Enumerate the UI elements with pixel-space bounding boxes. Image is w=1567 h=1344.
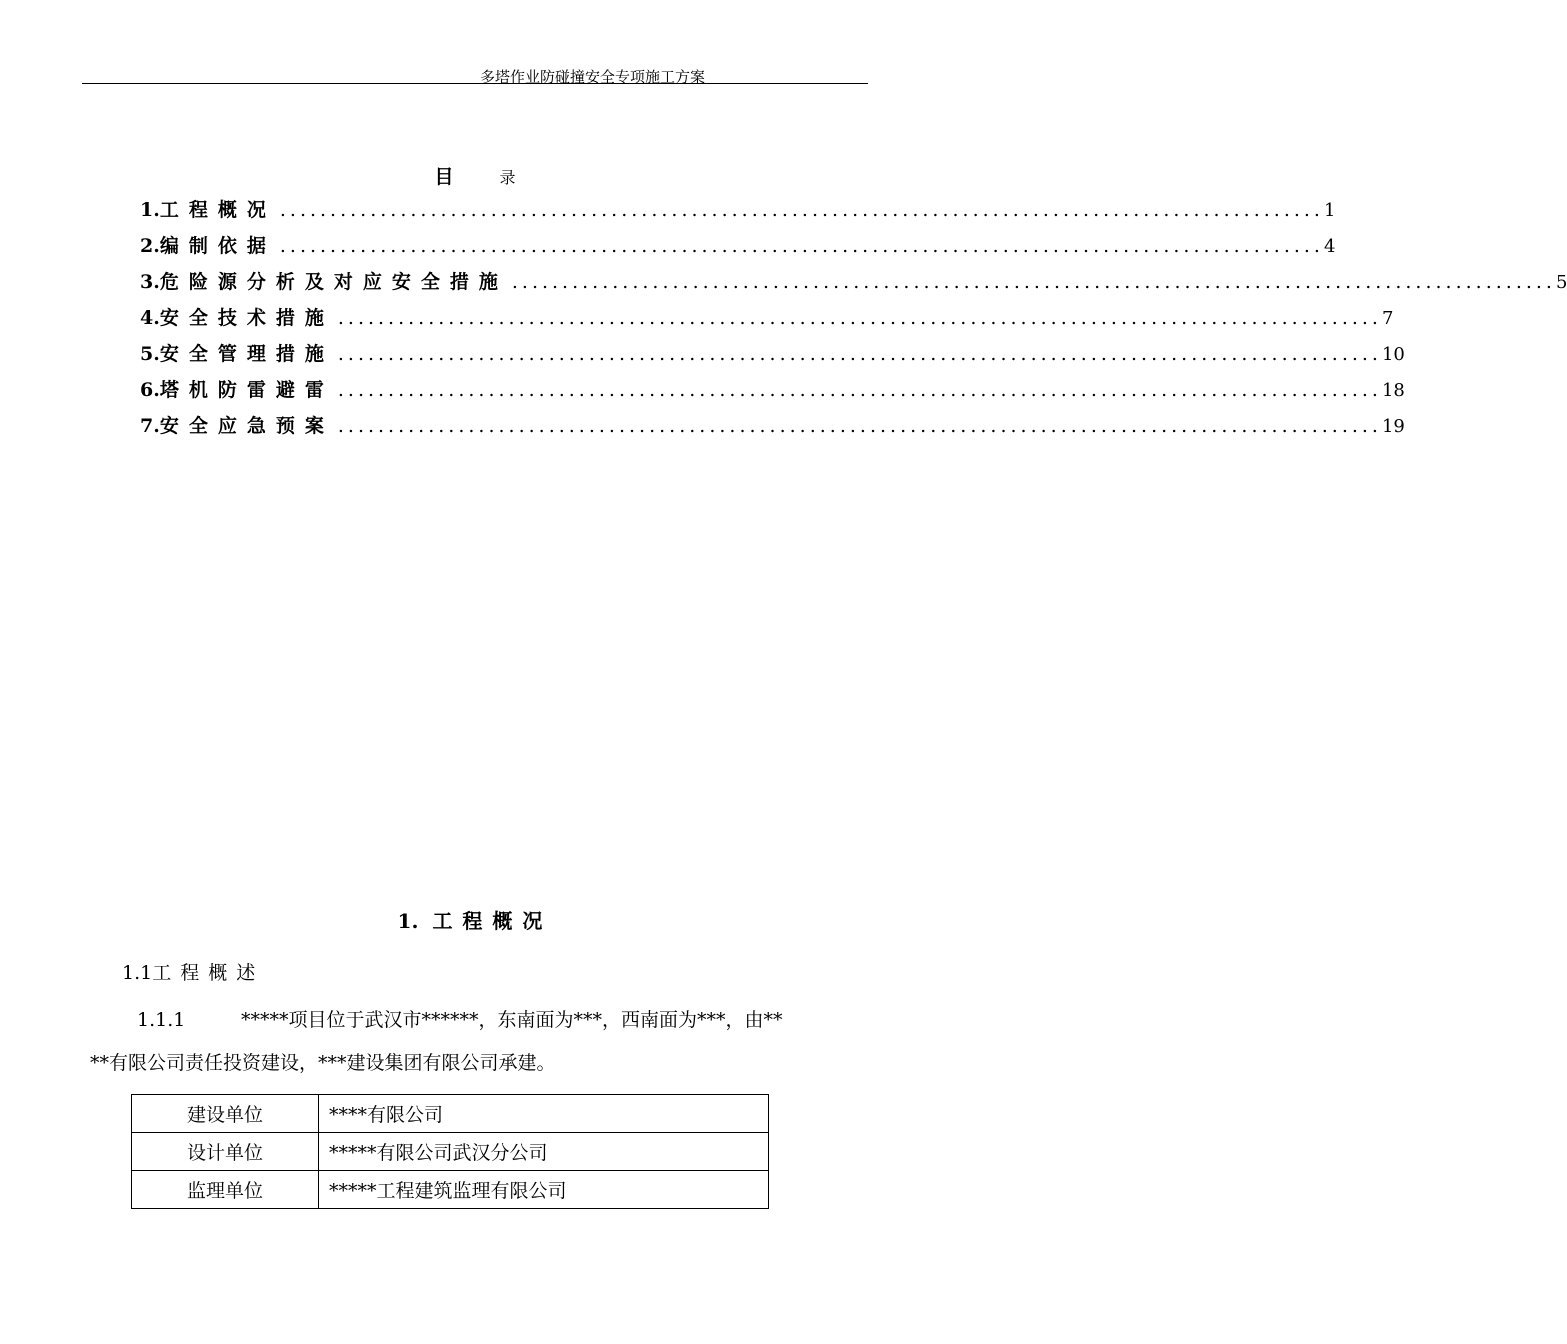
toc-entry-6[interactable] (140, 375, 1405, 405)
toc-entry-5[interactable] (140, 339, 1405, 369)
project-units-table (131, 1094, 769, 1209)
toc-entry-label: 安全技术措施 (159, 307, 334, 329)
table-value-cell: ****有限公司 (319, 1095, 769, 1133)
page-header-title: 多塔作业防碰撞安全专项施工方案 (480, 68, 706, 86)
paragraph-number: 1.1.1 (137, 1009, 186, 1031)
toc-entry-page: 10 (1381, 344, 1405, 365)
toc-entry-label: 塔机防雷避雷 (159, 379, 334, 401)
subsection-title: 工程概述 (152, 962, 265, 984)
table-key-cell: 监理单位 (132, 1171, 319, 1209)
toc-entry-number: 6. (140, 379, 160, 401)
toc-entry-label: 安全管理措施 (159, 343, 334, 365)
table-value-cell: *****有限公司武汉分公司 (319, 1133, 769, 1171)
toc-entry-label: 工程概况 (159, 199, 276, 221)
paragraph-text-2: **有限公司责任投资建设，***建设集团有限公司承建。 (90, 1052, 556, 1074)
toc-entry-page: 7 (1381, 308, 1394, 329)
toc-entry-number: 1. (140, 199, 160, 221)
table-row (132, 1171, 769, 1209)
toc-entry-3[interactable] (140, 267, 1567, 297)
toc-leader-dots: ........................................................................................................ (279, 235, 1324, 257)
table-key-cell: 设计单位 (132, 1133, 319, 1171)
toc-entry-1[interactable] (140, 195, 1336, 225)
toc-entry-page: 4 (1323, 236, 1336, 257)
toc-entry-page: 18 (1381, 380, 1405, 401)
toc-leader-dots: ........................................................................................................ (279, 199, 1324, 221)
toc-entry-7[interactable] (140, 411, 1405, 441)
toc-entry-number: 5. (140, 343, 160, 365)
toc-entry-4[interactable] (140, 303, 1394, 333)
toc-title-part2: 录 (499, 168, 516, 187)
toc-entry-number: 4. (140, 307, 160, 329)
toc-entry-2[interactable] (140, 231, 1336, 261)
section-number: 1. (397, 909, 419, 933)
subsection-number: 1.1 (122, 962, 153, 984)
section-heading (0, 905, 950, 934)
section-title: 工程概况 (432, 909, 553, 933)
toc-title-part1: 目 (434, 166, 454, 188)
table-value-cell: *****工程建筑监理有限公司 (319, 1171, 769, 1209)
toc-entry-label: 编制依据 (159, 235, 276, 257)
toc-entry-number: 3. (140, 271, 160, 293)
subsection-heading (122, 958, 264, 985)
toc-entry-number: 7. (140, 415, 160, 437)
toc-entry-page: 5 (1555, 272, 1567, 293)
toc-entry-page: 19 (1381, 416, 1405, 437)
table-row (132, 1133, 769, 1171)
toc-leader-dots: ........................................................................................................ (337, 343, 1382, 365)
toc-leader-dots: ........................................................................................................ (511, 271, 1556, 293)
toc-title (0, 162, 950, 189)
header-rule (82, 83, 868, 84)
toc-entry-number: 2. (140, 235, 160, 257)
toc-leader-dots: ........................................................................................................ (337, 415, 1382, 437)
toc-entry-page: 1 (1323, 200, 1336, 221)
paragraph-text-1: *****项目位于武汉市******，东南面为***，西南面为***，由** (241, 1009, 783, 1031)
table-key-cell: 建设单位 (132, 1095, 319, 1133)
paragraph-line-1 (137, 1005, 783, 1032)
table-row (132, 1095, 769, 1133)
toc-entry-label: 安全应急预案 (159, 415, 334, 437)
toc-leader-dots: ........................................................................................................ (337, 379, 1382, 401)
toc-leader-dots: ........................................................................................................ (337, 307, 1382, 329)
toc-entry-label: 危险源分析及对应安全措施 (159, 271, 508, 293)
